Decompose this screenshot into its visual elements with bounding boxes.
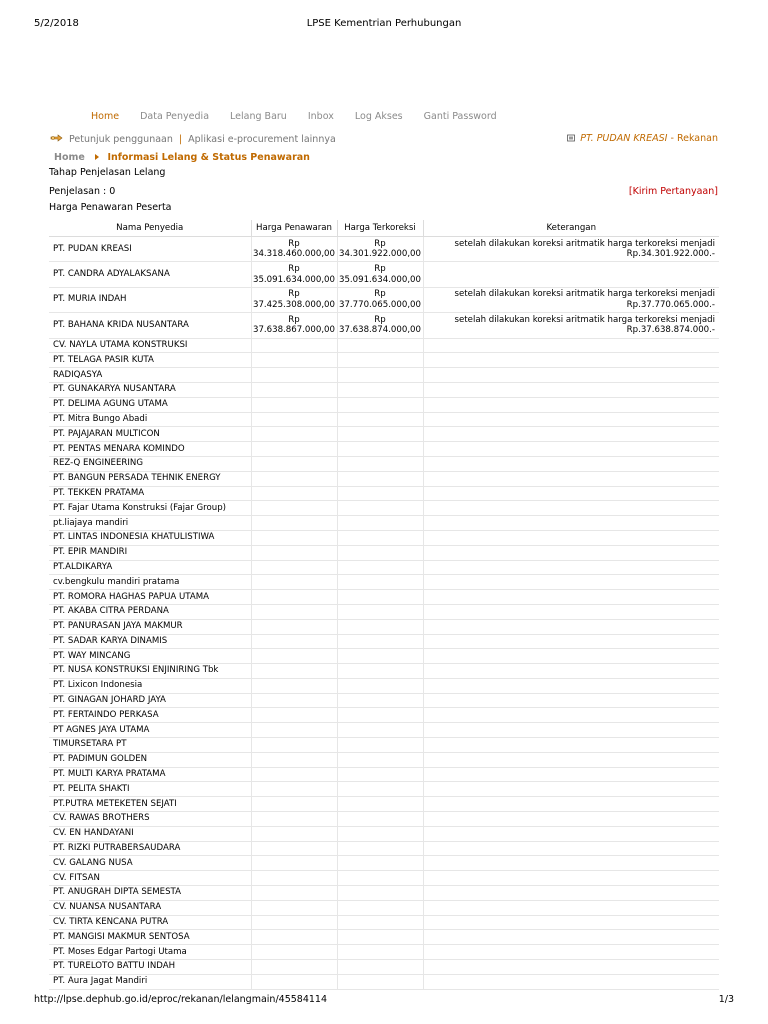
empty-cell <box>251 752 337 767</box>
empty-cell <box>337 456 423 471</box>
provider-name: PT. ROMORA HAGHAS PAPUA UTAMA <box>49 590 251 605</box>
table-row <box>49 590 719 605</box>
provider-name: CV. TIRTA KENCANA PUTRA <box>49 915 251 930</box>
sub-bar <box>50 133 718 147</box>
empty-cell <box>423 930 719 945</box>
empty-cell <box>251 900 337 915</box>
price-value: 34.318.460.000,00 <box>252 249 335 260</box>
breadcrumb-home[interactable]: Home <box>54 152 85 163</box>
provider-name: PT. PADIMUN GOLDEN <box>49 752 251 767</box>
table-row <box>49 530 719 545</box>
empty-cell <box>337 782 423 797</box>
empty-cell <box>423 649 719 664</box>
empty-cell <box>251 915 337 930</box>
price-value: 37.638.867.000,00 <box>252 325 335 336</box>
provider-name: CV. NUANSA NUSANTARA <box>49 900 251 915</box>
keterangan-text: setelah dilakukan koreksi aritmatik harga terkoreksi menjadi <box>454 314 715 325</box>
table-row <box>49 619 719 634</box>
table-row <box>49 945 719 960</box>
empty-cell <box>423 826 719 841</box>
table-row <box>49 693 719 708</box>
harga-terkoreksi-cell <box>337 287 423 312</box>
empty-cell <box>423 723 719 738</box>
empty-cell <box>423 456 719 471</box>
empty-cell <box>423 486 719 501</box>
table-row <box>49 841 719 856</box>
provider-name: PT. MULTI KARYA PRATAMA <box>49 767 251 782</box>
empty-cell <box>423 812 719 827</box>
table-row <box>49 871 719 886</box>
help-link[interactable]: Petunjuk penggunaan <box>69 134 173 145</box>
empty-cell <box>337 382 423 397</box>
provider-name: PT. WAY MINCANG <box>49 649 251 664</box>
table-row <box>49 397 719 412</box>
empty-cell <box>423 530 719 545</box>
keterangan-cell <box>423 237 719 262</box>
print-page-title: LPSE Kementrian Perhubungan <box>306 18 462 29</box>
empty-cell <box>337 856 423 871</box>
empty-cell <box>423 397 719 412</box>
empty-cell <box>251 930 337 945</box>
table-row <box>49 604 719 619</box>
table-row <box>49 516 719 531</box>
provider-name: PT. Fajar Utama Konstruksi (Fajar Group) <box>49 501 251 516</box>
empty-cell <box>337 619 423 634</box>
empty-cell <box>423 797 719 812</box>
provider-name: PT. ANUGRAH DIPTA SEMESTA <box>49 886 251 901</box>
harga-penawaran-cell <box>251 262 337 287</box>
empty-cell <box>337 664 423 679</box>
empty-cell <box>251 427 337 442</box>
table-row <box>49 812 719 827</box>
empty-cell <box>251 590 337 605</box>
harga-terkoreksi-cell <box>337 237 423 262</box>
empty-cell <box>423 560 719 575</box>
header-harga-penawaran: Harga Penawaran <box>251 220 337 237</box>
empty-cell <box>337 841 423 856</box>
kirim-pertanyaan-link[interactable]: [Kirim Pertanyaan] <box>628 186 718 197</box>
provider-name: PT. PUDAN KREASI <box>49 237 251 262</box>
empty-cell <box>423 604 719 619</box>
provider-name: PT. GUNAKARYA NUSANTARA <box>49 382 251 397</box>
empty-cell <box>337 412 423 427</box>
empty-cell <box>337 427 423 442</box>
empty-cell <box>251 812 337 827</box>
empty-cell <box>337 767 423 782</box>
empty-cell <box>251 560 337 575</box>
empty-cell <box>423 752 719 767</box>
empty-cell <box>423 738 719 753</box>
keterangan-text: setelah dilakukan koreksi aritmatik harga terkoreksi menjadi <box>454 289 715 300</box>
provider-name: PT AGNES JAYA UTAMA <box>49 723 251 738</box>
breadcrumb <box>54 152 310 163</box>
empty-cell <box>337 678 423 693</box>
harga-penawaran-cell <box>251 287 337 312</box>
empty-cell <box>423 590 719 605</box>
empty-cell <box>337 930 423 945</box>
table-row <box>49 900 719 915</box>
nav-inbox[interactable]: Inbox <box>307 111 334 122</box>
empty-cell <box>423 945 719 960</box>
table-row <box>49 262 719 287</box>
empty-cell <box>251 619 337 634</box>
table-row <box>49 427 719 442</box>
provider-name: PT. AKABA CITRA PERDANA <box>49 604 251 619</box>
keterangan-cell <box>423 287 719 312</box>
empty-cell <box>423 501 719 516</box>
provider-name: PT. Aura Jagat Mandiri <box>49 974 251 989</box>
empty-cell <box>423 886 719 901</box>
empty-cell <box>337 368 423 383</box>
empty-cell <box>423 634 719 649</box>
provider-name: pt.liajaya mandiri <box>49 516 251 531</box>
table-row <box>49 382 719 397</box>
provider-name: PT. LINTAS INDONESIA KHATULISTIWA <box>49 530 251 545</box>
price-value: 34.301.922.000,00 <box>338 249 421 260</box>
empty-cell <box>251 723 337 738</box>
provider-name: PT. TURELOTO BATTU INDAH <box>49 960 251 975</box>
table-row <box>49 353 719 368</box>
empty-cell <box>423 915 719 930</box>
provider-name: PT. PAJAJARAN MULTICON <box>49 427 251 442</box>
empty-cell <box>251 471 337 486</box>
empty-cell <box>337 738 423 753</box>
empty-cell <box>423 368 719 383</box>
empty-cell <box>337 442 423 457</box>
table-row <box>49 752 719 767</box>
main-nav <box>91 111 515 122</box>
currency-label: Rp <box>374 289 386 300</box>
provider-name: PT. MANGISI MAKMUR SENTOSA <box>49 930 251 945</box>
print-footer <box>34 994 734 1008</box>
table-row <box>49 501 719 516</box>
empty-cell <box>337 634 423 649</box>
provider-name: PT. PANURASAN JAYA MAKMUR <box>49 619 251 634</box>
empty-cell <box>251 575 337 590</box>
provider-name: PT. BAHANA KRIDA NUSANTARA <box>49 313 251 338</box>
provider-name: PT.PUTRA METEKETEN SEJATI <box>49 797 251 812</box>
empty-cell <box>251 826 337 841</box>
empty-cell <box>423 382 719 397</box>
provider-name: PT.ALDIKARYA <box>49 560 251 575</box>
keterangan-amount: Rp.37.770.065.000.- <box>626 299 715 310</box>
table-row <box>49 560 719 575</box>
empty-cell <box>251 945 337 960</box>
table-row <box>49 826 719 841</box>
empty-cell <box>423 782 719 797</box>
header-harga-terkoreksi: Harga Terkoreksi <box>337 220 423 237</box>
empty-cell <box>423 353 719 368</box>
keterangan-cell <box>423 262 719 287</box>
breadcrumb-arrow-icon <box>95 154 99 160</box>
table-row <box>49 486 719 501</box>
empty-cell <box>251 974 337 989</box>
price-value: 37.638.874.000,00 <box>338 325 421 336</box>
nav-lelang-baru[interactable]: Lelang Baru <box>230 111 287 122</box>
table-row <box>49 287 719 312</box>
empty-cell <box>251 708 337 723</box>
currency-label: Rp <box>374 264 386 275</box>
provider-name: PT. PENTAS MENARA KOMINDO <box>49 442 251 457</box>
keterangan-text: setelah dilakukan koreksi aritmatik harga terkoreksi menjadi <box>454 238 715 249</box>
empty-cell <box>251 693 337 708</box>
empty-cell <box>337 945 423 960</box>
provider-name: CV. GALANG NUSA <box>49 856 251 871</box>
price-value: 35.091.634.000,00 <box>338 274 421 285</box>
empty-cell <box>423 575 719 590</box>
empty-cell <box>337 516 423 531</box>
empty-cell <box>251 368 337 383</box>
empty-cell <box>251 782 337 797</box>
empty-cell <box>337 960 423 975</box>
empty-cell <box>251 871 337 886</box>
price-value: 37.425.308.000,00 <box>252 299 335 310</box>
empty-cell <box>251 634 337 649</box>
empty-cell <box>337 590 423 605</box>
empty-cell <box>251 456 337 471</box>
provider-name: REZ-Q ENGINEERING <box>49 456 251 471</box>
provider-name: PT. Moses Edgar Partogi Utama <box>49 945 251 960</box>
empty-cell <box>337 915 423 930</box>
empty-cell <box>251 397 337 412</box>
stage-label: Tahap Penjelasan Lelang <box>49 167 166 178</box>
table-row <box>49 634 719 649</box>
table-row <box>49 456 719 471</box>
pointing-hand-icon <box>50 133 64 143</box>
provider-name: TIMURSETARA PT <box>49 738 251 753</box>
header-nama-penyedia: Nama Penyedia <box>49 220 251 237</box>
empty-cell <box>337 575 423 590</box>
provider-name: PT. PELITA SHAKTI <box>49 782 251 797</box>
empty-cell <box>251 442 337 457</box>
provider-name: PT. CANDRA ADYALAKSANA <box>49 262 251 287</box>
provider-name: PT. TEKKEN PRATAMA <box>49 486 251 501</box>
empty-cell <box>251 738 337 753</box>
currency-label: Rp <box>374 314 386 325</box>
empty-cell <box>337 649 423 664</box>
nav-ganti-password[interactable]: Ganti Password <box>423 111 497 122</box>
empty-cell <box>251 412 337 427</box>
empty-cell <box>337 501 423 516</box>
provider-name: PT. RIZKI PUTRABERSAUDARA <box>49 841 251 856</box>
nav-log-akses[interactable]: Log Akses <box>354 111 403 122</box>
keterangan-amount: Rp.34.301.922.000.- <box>626 249 715 260</box>
empty-cell <box>251 841 337 856</box>
table-row <box>49 368 719 383</box>
provider-name: PT. SADAR KARYA DINAMIS <box>49 634 251 649</box>
print-date: 5/2/2018 <box>34 18 79 29</box>
currency-label: Rp <box>374 238 386 249</box>
provider-name: PT. NUSA KONSTRUKSI ENJINIRING Tbk <box>49 664 251 679</box>
empty-cell <box>337 545 423 560</box>
empty-cell <box>423 871 719 886</box>
table-row <box>49 545 719 560</box>
provider-name: PT. GINAGAN JOHARD JAYA <box>49 693 251 708</box>
empty-cell <box>423 856 719 871</box>
empty-cell <box>423 960 719 975</box>
provider-name: RADIQASYA <box>49 368 251 383</box>
currency-label: Rp <box>288 289 300 300</box>
provider-name: CV. NAYLA UTAMA KONSTRUKSI <box>49 338 251 353</box>
provider-name: CV. EN HANDAYANI <box>49 826 251 841</box>
empty-cell <box>423 664 719 679</box>
provider-name: PT. BANGUN PERSADA TEHNIK ENERGY <box>49 471 251 486</box>
table-row <box>49 237 719 262</box>
table-row <box>49 797 719 812</box>
table-row <box>49 723 719 738</box>
table-row <box>49 738 719 753</box>
nav-data-penyedia[interactable]: Data Penyedia <box>140 111 210 122</box>
empty-cell <box>423 767 719 782</box>
empty-cell <box>337 723 423 738</box>
table-row <box>49 678 719 693</box>
empty-cell <box>251 338 337 353</box>
empty-cell <box>423 708 719 723</box>
currency-label: Rp <box>288 314 300 325</box>
provider-name: PT. TELAGA PASIR KUTA <box>49 353 251 368</box>
empty-cell <box>251 960 337 975</box>
print-page-number: 1/3 <box>718 994 734 1005</box>
table-row <box>49 960 719 975</box>
provider-name: PT. Lixicon Indonesia <box>49 678 251 693</box>
table-row <box>49 974 719 989</box>
empty-cell <box>423 471 719 486</box>
empty-cell <box>337 871 423 886</box>
empty-cell <box>423 412 719 427</box>
empty-cell <box>251 678 337 693</box>
empty-cell <box>423 338 719 353</box>
table-row <box>49 471 719 486</box>
empty-cell <box>337 397 423 412</box>
user-icon <box>567 134 575 142</box>
price-value: 37.770.065.000,00 <box>338 299 421 310</box>
print-header <box>34 18 734 32</box>
table-row <box>49 442 719 457</box>
empty-cell <box>423 545 719 560</box>
harga-terkoreksi-cell <box>337 262 423 287</box>
provider-name: PT. FERTAINDO PERKASA <box>49 708 251 723</box>
empty-cell <box>337 974 423 989</box>
currency-label: Rp <box>288 238 300 249</box>
provider-name: CV. RAWAS BROTHERS <box>49 812 251 827</box>
empty-cell <box>251 486 337 501</box>
empty-cell <box>423 974 719 989</box>
empty-cell <box>337 797 423 812</box>
table-row <box>49 856 719 871</box>
empty-cell <box>251 797 337 812</box>
table-row <box>49 664 719 679</box>
currency-label: Rp <box>288 264 300 275</box>
nav-home[interactable]: Home <box>91 111 120 122</box>
provider-name: PT. DELIMA AGUNG UTAMA <box>49 397 251 412</box>
bid-table <box>49 220 719 990</box>
harga-terkoreksi-cell <box>337 313 423 338</box>
print-url: http://lpse.dephub.go.id/eproc/rekanan/lelangmain/45584114 <box>34 994 328 1005</box>
empty-cell <box>251 501 337 516</box>
empty-cell <box>251 886 337 901</box>
empty-cell <box>423 442 719 457</box>
user-name-link[interactable]: PT. PUDAN KREASI <box>580 133 668 144</box>
harga-penawaran-cell <box>251 313 337 338</box>
empty-cell <box>423 619 719 634</box>
empty-cell <box>337 752 423 767</box>
table-row <box>49 915 719 930</box>
empty-cell <box>337 826 423 841</box>
harga-penawaran-cell <box>251 237 337 262</box>
provider-name: CV. FITSAN <box>49 871 251 886</box>
empty-cell <box>337 560 423 575</box>
empty-cell <box>337 353 423 368</box>
keterangan-cell <box>423 313 719 338</box>
provider-name: PT. EPIR MANDIRI <box>49 545 251 560</box>
empty-cell <box>337 900 423 915</box>
empty-cell <box>423 693 719 708</box>
penjelasan-count: Penjelasan : 0 <box>49 186 116 197</box>
empty-cell <box>251 516 337 531</box>
table-header-row <box>49 220 719 237</box>
empty-cell <box>337 604 423 619</box>
empty-cell <box>337 338 423 353</box>
table-row <box>49 930 719 945</box>
empty-cell <box>251 767 337 782</box>
table-row <box>49 338 719 353</box>
provider-name: PT. MURIA INDAH <box>49 287 251 312</box>
provider-name: PT. Mitra Bungo Abadi <box>49 412 251 427</box>
table-row <box>49 649 719 664</box>
empty-cell <box>337 693 423 708</box>
table-row <box>49 575 719 590</box>
empty-cell <box>337 708 423 723</box>
price-value: 35.091.634.000,00 <box>252 274 335 285</box>
empty-cell <box>423 900 719 915</box>
empty-cell <box>251 545 337 560</box>
empty-cell <box>423 427 719 442</box>
table-row <box>49 708 719 723</box>
empty-cell <box>423 678 719 693</box>
empty-cell <box>251 353 337 368</box>
link-separator: | <box>178 134 183 145</box>
empty-cell <box>337 530 423 545</box>
empty-cell <box>251 530 337 545</box>
empty-cell <box>337 812 423 827</box>
empty-cell <box>251 664 337 679</box>
user-role: - Rekanan <box>667 133 718 144</box>
provider-name: cv.bengkulu mandiri pratama <box>49 575 251 590</box>
breadcrumb-current: Informasi Lelang & Status Penawaran <box>107 152 310 163</box>
table-row <box>49 313 719 338</box>
table-row <box>49 782 719 797</box>
table-row <box>49 886 719 901</box>
empty-cell <box>251 649 337 664</box>
empty-cell <box>423 841 719 856</box>
empty-cell <box>251 382 337 397</box>
empty-cell <box>251 604 337 619</box>
empty-cell <box>337 471 423 486</box>
section-title: Harga Penawaran Peserta <box>49 202 172 213</box>
keterangan-amount: Rp.37.638.874.000.- <box>626 325 715 336</box>
empty-cell <box>423 516 719 531</box>
empty-cell <box>337 886 423 901</box>
table-row <box>49 412 719 427</box>
header-keterangan: Keterangan <box>423 220 719 237</box>
other-apps-link[interactable]: Aplikasi e-procurement lainnya <box>188 134 336 145</box>
empty-cell <box>337 486 423 501</box>
empty-cell <box>251 856 337 871</box>
table-row <box>49 767 719 782</box>
